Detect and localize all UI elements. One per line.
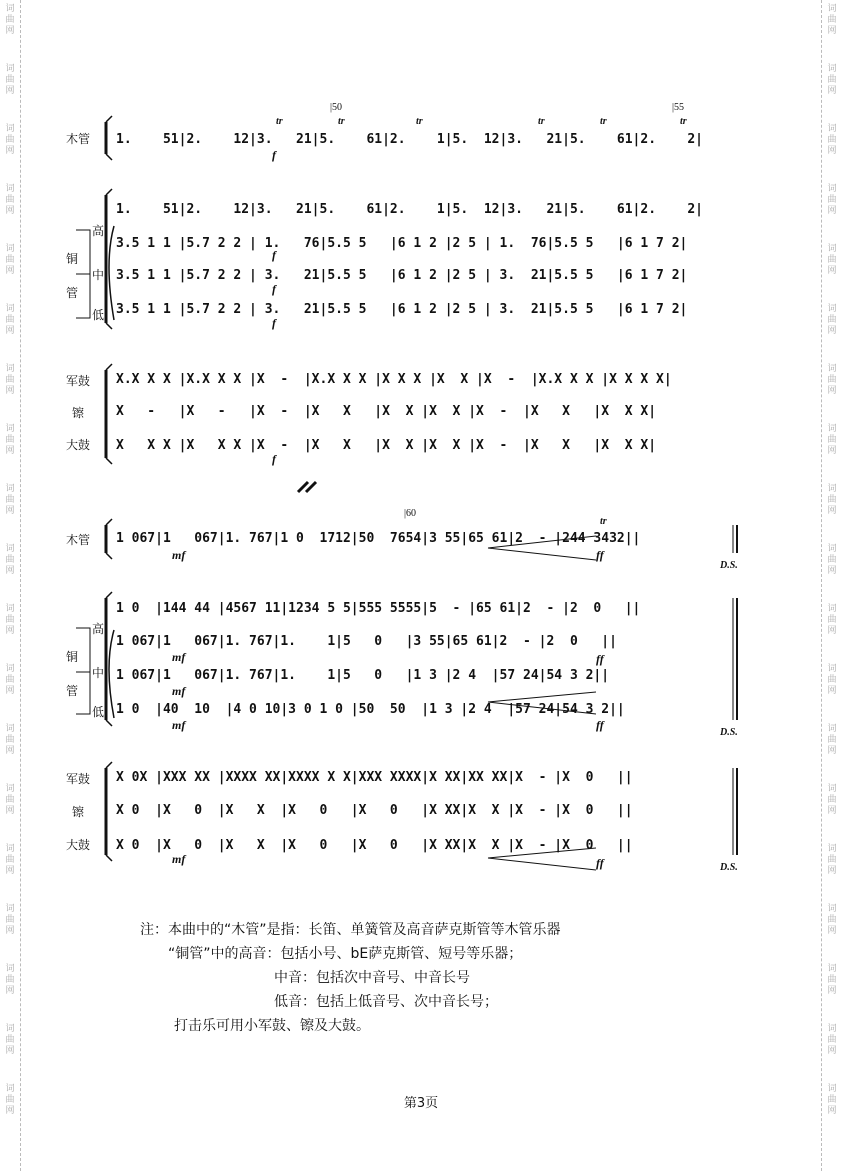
- brass-mid-row-2: 1 067|1 067|1. 767|1. 1|5 0 |1 3 |2 4 |57 24|54 3 2||: [116, 668, 610, 683]
- watermark-text: 词 曲 网: [5, 424, 15, 456]
- page-number: 第3页: [403, 1096, 439, 1111]
- ds-marking: D.S.: [720, 727, 738, 738]
- dynamic-mf: mf: [172, 684, 186, 698]
- watermark-text: 词 曲 网: [827, 904, 837, 936]
- trill-mark: tr: [600, 516, 607, 527]
- brass-hi-label-1: 高: [92, 224, 105, 238]
- dynamic-f: f: [272, 282, 276, 296]
- dynamic-mf: mf: [172, 718, 186, 732]
- dynamic-ff: ff: [596, 718, 604, 732]
- watermark-text: 词 曲 网: [827, 4, 837, 36]
- cymbal-label-2: 镲: [72, 805, 85, 819]
- bassdrum-label-2: 大鼓: [66, 838, 91, 852]
- bassdrum-label-1: 大鼓: [66, 438, 91, 452]
- trill-mark: tr: [416, 116, 423, 127]
- dynamic-ff: ff: [596, 856, 604, 870]
- note-line-5: 打击乐可用小军鼓、镲及大鼓。: [174, 1018, 370, 1034]
- cymbal-row-2: X 0 |X 0 |X X |X 0 |X 0 |X XX|X X |X - |X 0 ||: [116, 803, 633, 818]
- woodwind-row-2: 1 067|1 067|1. 767|1 0 1712|50 7654|3 55|65 61|2 - |244 3432||: [116, 531, 641, 546]
- trill-mark: tr: [276, 116, 283, 127]
- watermark-text: 词 曲 网: [827, 64, 837, 96]
- watermark-text: 词 曲 网: [5, 664, 15, 696]
- dynamic-f: f: [272, 316, 276, 330]
- dynamic-f: f: [272, 452, 276, 466]
- watermark-text: 词 曲 网: [827, 304, 837, 336]
- brass-mid-label-1: 中: [92, 268, 105, 282]
- watermark-text: 词 曲 网: [5, 604, 15, 636]
- watermark-text: 词 曲 网: [827, 664, 837, 696]
- watermark-text: 词 曲 网: [827, 484, 837, 516]
- brass-tube-label-1: 管: [66, 286, 79, 300]
- watermark-text: 词 曲 网: [5, 364, 15, 396]
- watermark-text: 词 曲 网: [827, 964, 837, 996]
- dynamic-f: f: [272, 148, 276, 162]
- watermark-text: 词 曲 网: [5, 484, 15, 516]
- brass-hi-row-2: 1 0 |144 44 |4567 11|1234 5 5|555 5555|5 - |65 61|2 - |2 0 ||: [116, 601, 641, 616]
- watermark-text: 词 曲 网: [5, 544, 15, 576]
- watermark-text: 词 曲 网: [827, 544, 837, 576]
- watermark-text: 词 曲 网: [827, 784, 837, 816]
- watermark-text: 词 曲 网: [827, 1024, 837, 1056]
- watermark-text: 词 曲 网: [827, 604, 837, 636]
- watermark-text: 词 曲 网: [5, 64, 15, 96]
- snare-row-2: X 0X |XXX XX |XXXX XX|XXXX X X|XXX XXXX|X XX|XX XX|X - |X 0 ||: [116, 770, 633, 785]
- trill-mark: tr: [338, 116, 345, 127]
- watermark-text: 词 曲 网: [5, 4, 15, 36]
- measure-number-55: |55: [672, 102, 685, 113]
- measure-number-50: |50: [330, 102, 343, 113]
- note-line-2: “铜管”中的高音：包括小号、bE萨克斯管、短号等乐器；: [168, 946, 523, 962]
- watermark-text: 词 曲 网: [5, 964, 15, 996]
- score-notes: [140, 918, 760, 1038]
- brass-hi-row-1: 1. 51|2. 12|3. 21|5. 61|2. 1|5. 12|3. 21|5. 61|2. 2|: [116, 202, 703, 217]
- watermark-text: 词 曲 网: [5, 904, 15, 936]
- snare-label-2: 军鼓: [66, 772, 91, 786]
- woodwind-label-2: 木管: [66, 533, 91, 547]
- measure-number-60: |60: [404, 508, 417, 519]
- bassdrum-row-2: X 0 |X 0 |X X |X 0 |X 0 |X XX|X X |X - |X 0 ||: [116, 838, 633, 853]
- watermark-text: 词 曲 网: [5, 844, 15, 876]
- watermark-text: 词 曲 网: [5, 1024, 15, 1056]
- brass-2-row-2: 1 067|1 067|1. 767|1. 1|5 0 |3 55|65 61|2 - |2 0 ||: [116, 634, 617, 649]
- note-line-3: 中音：包括次中音号、中音长号: [274, 970, 470, 986]
- brass-lo-row-1: 3.5 1 1 |5.7 2 2 | 3. 21|5.5 5 |6 1 2 |2 5 | 3. 21|5.5 5 |6 1 7 2|: [116, 302, 688, 317]
- trill-mark: tr: [680, 116, 687, 127]
- brass-lo-row-2: 1 0 |40 10 |4 0 10|3 0 1 0 |50 50 |1 3 |2 4 |57 24|54 3 2||: [116, 702, 625, 717]
- dynamic-mf: mf: [172, 650, 186, 664]
- watermark-text: 词 曲 网: [827, 1084, 837, 1116]
- brass-2-row-1: 3.5 1 1 |5.7 2 2 | 1. 76|5.5 5 |6 1 2 |2 5 | 1. 76|5.5 5 |6 1 7 2|: [116, 236, 688, 251]
- brass-mid-label-2: 中: [92, 666, 105, 680]
- snare-row-1: X.X X X |X.X X X |X - |X.X X X |X X X |X X |X - |X.X X X |X X X X|: [116, 372, 672, 387]
- snare-label-1: 军鼓: [66, 374, 91, 388]
- ds-marking: D.S.: [720, 560, 738, 571]
- brass-tube-label-2: 管: [66, 684, 79, 698]
- dynamic-mf: mf: [172, 548, 186, 562]
- brass-label-2: 铜: [66, 650, 79, 664]
- watermark-text: 词 曲 网: [827, 364, 837, 396]
- final-barlines: [733, 525, 737, 855]
- note-line-1: 注：本曲中的“木管”是指：长笛、单簧管及高音萨克斯管等木管乐器: [140, 922, 561, 938]
- brass-mid-row-1: 3.5 1 1 |5.7 2 2 | 3. 21|5.5 5 |6 1 2 |2 5 | 3. 21|5.5 5 |6 1 7 2|: [116, 268, 688, 283]
- watermark-text: 词 曲 网: [827, 844, 837, 876]
- watermark-text: 词 曲 网: [827, 184, 837, 216]
- watermark-text: 词 曲 网: [5, 1084, 15, 1116]
- brass-lo-label-2: 低: [92, 705, 105, 719]
- watermark-text: 词 曲 网: [5, 784, 15, 816]
- watermark-text: 词 曲 网: [5, 304, 15, 336]
- woodwind-label-1: 木管: [66, 132, 91, 146]
- dynamic-ff: ff: [596, 652, 604, 666]
- watermark-text: 词 曲 网: [5, 724, 15, 756]
- watermark-text: 词 曲 网: [5, 244, 15, 276]
- brass-lo-label-1: 低: [92, 308, 105, 322]
- trill-mark: tr: [600, 116, 607, 127]
- ds-marking: D.S.: [720, 862, 738, 873]
- dynamic-ff: ff: [596, 548, 604, 562]
- brass-label-1: 铜: [66, 252, 79, 266]
- cymbal-label-1: 镲: [72, 406, 85, 420]
- watermark-text: 词 曲 网: [827, 124, 837, 156]
- watermark-text: 词 曲 网: [827, 244, 837, 276]
- trill-mark: tr: [538, 116, 545, 127]
- woodwind-row-1: 1. 51|2. 12|3. 21|5. 61|2. 1|5. 12|3. 21|5. 61|2. 2|: [116, 132, 703, 147]
- brass-hi-label-2: 高: [92, 622, 105, 636]
- caesura-mark: [298, 482, 316, 492]
- watermark-text: 词 曲 网: [5, 124, 15, 156]
- note-line-4: 低音：包括上低音号、次中音长号；: [274, 994, 498, 1010]
- bassdrum-row-1: X X X |X X X |X - |X X |X X |X X |X - |X X |X X X|: [116, 438, 657, 453]
- watermark-text: 词 曲 网: [827, 424, 837, 456]
- dynamic-f: f: [272, 248, 276, 262]
- watermark-text: 词 曲 网: [5, 184, 15, 216]
- cymbal-row-1: X - |X - |X - |X X |X X |X X |X - |X X |X X X|: [116, 404, 657, 419]
- watermark-text: 词 曲 网: [827, 724, 837, 756]
- dynamic-mf: mf: [172, 852, 186, 866]
